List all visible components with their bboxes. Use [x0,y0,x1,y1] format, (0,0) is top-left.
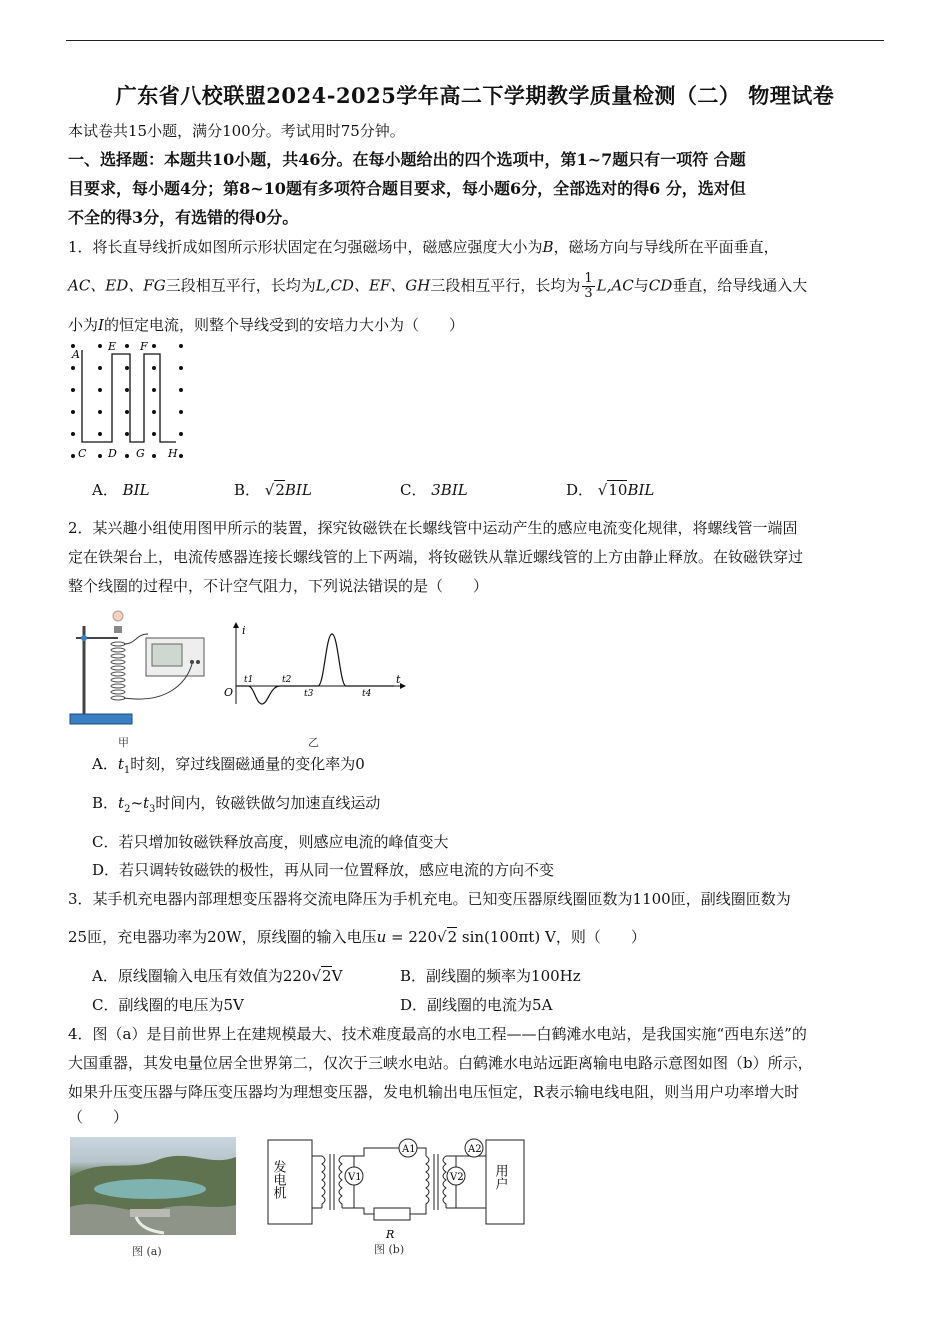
ammeter-a2-label: A2 [468,1144,482,1155]
q2-option-a[interactable] [92,753,365,782]
q1-text: 与 [633,276,649,295]
ammeter-a1-label: A1 [402,1144,416,1155]
graph-t4: t4 [362,689,372,699]
option-text: 时间内，钕磁铁做匀加速直线运动 [155,794,381,812]
graph-t3: t3 [304,689,314,699]
option-value: BIL [627,481,655,499]
q1-option-b[interactable]: B． √2BIL [234,481,312,499]
q3-line1: 3．某手机充电器内部理想变压器将交流电降压为手机充电。已知变压器原线圈匝数为1100匝，副线圈匝数为 [68,890,791,908]
q3-option-c[interactable]: C．副线圈的电压为5V [92,996,244,1014]
stand-base [70,714,132,724]
label-h: H [168,447,178,460]
step-down-transformer [426,1154,446,1210]
option-label: A． [92,481,118,499]
q1-var-i: I [98,316,104,334]
q3-option-d[interactable]: D．副线圈的电流为5A [400,996,553,1014]
option-var: t [143,794,150,812]
q4-line4: （ ） [68,1108,129,1126]
header-rule [66,40,884,41]
graph-xlabel: t [396,673,401,686]
q1-text: 小为 [68,316,99,334]
q1-var: L,AC [596,276,634,295]
q1-text: ，磁场方向与导线所在平面垂直， [553,238,779,256]
q2-line3: 整个线圈的过程中，不计空气阻力，下列说法错误的是（ ） [68,577,489,595]
sensor-screen [152,644,182,666]
solenoid [111,642,125,700]
q2-apparatus-figure [66,604,216,728]
option-value: 3BIL [431,481,468,499]
q1-line1 [68,236,779,258]
option-label: A． [92,755,118,773]
label-e: E [108,340,117,353]
resistor-label: R [386,1228,395,1240]
step-up-transformer [312,1154,342,1210]
option-root: 10 [608,481,628,499]
q1-segments: AC、ED、FG [68,276,166,295]
option-value: BIL [122,481,150,499]
transmission-circuit [264,1134,528,1240]
q2-option-b[interactable] [92,792,380,821]
fraction-num: 1 [584,271,593,286]
caption-b: 图 (b) [374,1243,405,1256]
option-var: t [118,794,125,812]
option-var: t [117,755,124,773]
option-label: D． [566,481,594,499]
graph-t1: t1 [244,675,254,685]
formula-u: u [376,928,387,946]
q3-option-b[interactable]: B．副线圈的频率为100Hz [400,967,581,985]
label-g: G [136,447,145,460]
q2-current-graph [218,620,408,708]
graph-origin: O [224,686,234,699]
option-sub: 3 [149,804,156,815]
option-label: C． [400,481,427,499]
q3-option-a[interactable]: A．原线圈输入电压有效值为220√2V [92,967,343,985]
section1-line3: 不全的得3分，有选错的得0分。 [68,208,299,227]
caption-jia: 甲 [118,736,129,749]
section1-line2: 目要求，每小题4分；第8~10题有多项符合题目要求，每小题6分，全部选对的得6 分，选对但 [68,179,746,198]
user-label: 用户 [492,1164,508,1190]
option-unit: V [331,967,343,985]
graph-t2: t2 [282,675,292,685]
intro-text: 本试卷共15小题，满分100分。考试用时75分钟。 [68,122,405,140]
q1-text: 三段相互平行，长均为 [430,276,581,295]
q2-line2: 定在铁架台上，电流传感器连接长螺线管的上下两端，将钕磁铁从靠近螺线管的上方由静止释放。在钕磁铁穿过 [68,548,804,566]
q2-option-d[interactable]: D．若只调转钕磁铁的极性，再从同一位置释放，感应电流的方向不变 [92,861,555,879]
q4-line1: 4．图（a）是目前世界上在建规模最大、技术难度最高的水电工程——白鹤滩水电站，是我国实施“西电东送”的 [68,1025,807,1043]
q1-var-b: B [542,238,554,256]
option-text: A．原线圈输入电压有效值为220 [92,967,312,985]
resistor-r [374,1208,410,1220]
option-root: 2 [322,967,332,985]
q1-text: 三段相互平行，长均为 [165,276,316,295]
section1-line1: 一、选择题：本题共10小题，共46分。在每小题给出的四个选项中，第1~7题只有一项符 合题 [68,150,746,169]
label-c: C [78,447,87,460]
q2-option-c[interactable]: C．若只增加钕磁铁释放高度，则感应电流的峰值变大 [92,833,449,851]
q1-text: 的恒定电流，则整个导线受到的安培力大小为（ ） [103,316,464,334]
q1-wire-figure [60,338,200,466]
q3-text: 25匝，充电器功率为20W，原线圈的输入电压 [68,928,377,946]
voltmeter-v2-label: V2 [450,1172,464,1183]
q1-text: 1．将长直导线折成如图所示形状固定在匀强磁场中，磁感应强度大小为 [68,238,543,256]
voltmeter-v1-label: V1 [348,1172,362,1183]
option-sub: 1 [123,765,131,776]
dam-illustration [70,1137,236,1235]
option-tilde: ~ [130,794,144,812]
q3-line2: 25匝，充电器功率为20W，原线圈的输入电压u = 220√2 sin(100πt) V，则（ ） [68,928,646,946]
clamp [81,635,87,641]
q4-line3: 如果升压变压器与降压变压器均为理想变压器，发电机输出电压恒定，R表示输电线电阻，则当用户功率增大时 [68,1083,800,1101]
dam-photo [70,1137,236,1235]
fraction-den: 3 [584,286,593,301]
option-sub: 2 [124,804,131,815]
formula-eq: = 220 [386,928,438,946]
q1-option-a[interactable] [92,479,150,501]
hand-icon [113,611,123,621]
caption-yi: 乙 [308,736,319,749]
option-label: B． [92,794,119,812]
option-label: B． [234,481,261,499]
formula-root: 2 [447,928,458,946]
formula-rest: sin(100πt) V [457,928,556,946]
fraction [582,272,594,301]
option-root: 2 [275,481,285,499]
q1-text: 垂直，给导线通入大 [672,276,808,295]
graph-ylabel: i [242,624,246,637]
q1-line2 [68,272,807,301]
page-title: 广东省八校联盟2024-2025学年高二下学期教学质量检测（二） 物理试卷 [115,83,835,108]
label-f: F [140,340,148,353]
generator-label: 发电机 [270,1160,286,1199]
bent-wire [82,350,176,442]
magnet [114,626,122,633]
q2-line1: 2．某兴趣小组使用图甲所示的装置，探究钕磁铁在长螺线管中运动产生的感应电流变化规律，将螺线管一端固 [68,519,798,537]
q1-var-cd: CD [648,276,673,295]
q1-segments: ,CD、EF、GH [325,276,431,295]
option-text: 时刻，穿过线圈磁通量的变化率为0 [130,755,365,773]
q3-text: ，则（ ） [555,928,646,946]
q1-var-l: L [315,276,326,295]
q1-line3 [68,314,464,336]
q4-line2: 大国重器，其发电量位居全世界第二，仅次于三峡水电站。白鹤滩水电站远距离输电电路示意图如图（b）所示， [68,1054,813,1072]
option-value: BIL [284,481,312,499]
magnetic-field-dots [71,344,183,458]
caption-a: 图 (a) [132,1245,162,1258]
q1-option-d[interactable]: D． √10BIL [566,481,655,499]
label-a: A [72,348,80,361]
label-d: D [108,447,117,460]
q1-option-c[interactable] [400,479,468,501]
